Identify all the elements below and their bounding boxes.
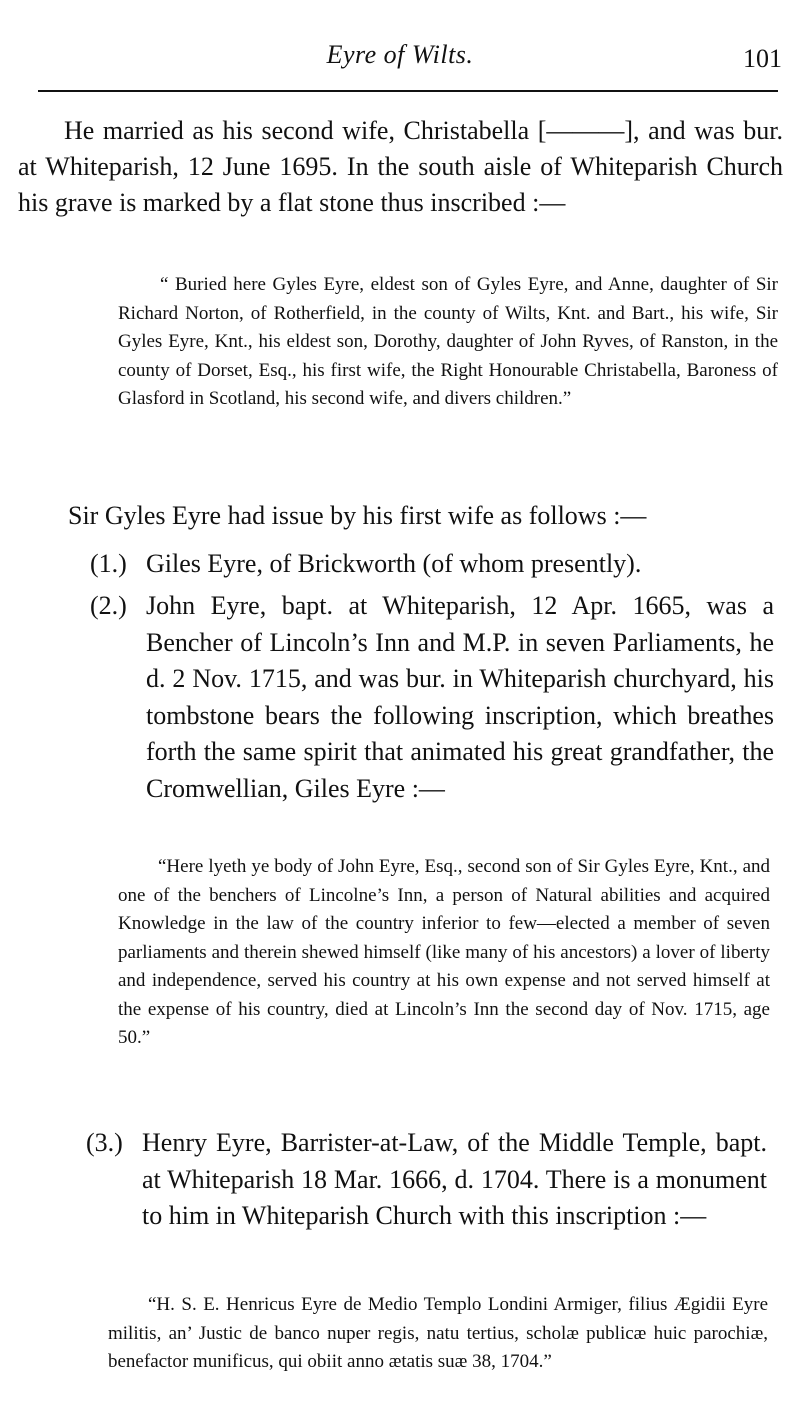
inscription-henry-eyre: “H. S. E. Henricus Eyre de Medio Templo Londini Armiger, filius Ægidii Eyre militis, an’ Justic de banco nuper regis, natu tertius, scholæ publicæ huic parochiæ, benefactor munificus, qui obiit anno ætatis suæ 38, 1704.”: [108, 1294, 768, 1372]
issue-heading: Sir Gyles Eyre had issue by his first wife as follows :—: [68, 501, 647, 530]
intro-paragraph: He married as his second wife, Christabella [———], and was bur. at Whiteparish, 12 June 1695. In the south aisle of Whiteparish Church his grave is marked by a flat stone thus inscribed :—: [18, 116, 783, 217]
issue-item-number: (3.): [86, 1128, 123, 1157]
page-number: 101: [743, 44, 782, 73]
issue-item-number: (2.): [90, 591, 127, 620]
issue-item-text: Giles Eyre, of Brickworth (of whom presently).: [146, 549, 642, 578]
running-head: [0, 38, 800, 78]
issue-item-number: (1.): [90, 549, 127, 578]
running-title: Eyre of Wilts.: [326, 40, 474, 69]
issue-item-text: Henry Eyre, Barrister-at-Law, of the Middle Temple, bapt. at Whiteparish 18 Mar. 1666, d. 1704. There is a monument to him in Whiteparish Church with this inscription :—: [142, 1128, 767, 1230]
inscription-john-eyre: “Here lyeth ye body of John Eyre, Esq., second son of Sir Gyles Eyre, Knt., and one of the benchers of Lincolne’s Inn, a person of Natural abilities and acquired Knowledge in the law of the country inferior to few—elected a member of seven parliaments and therein shewed himself (like many of his ancestors) a lover of liberty and independence, served his country at his own expense and not served himself at the expense of his country, died at Lincoln’s Inn the second day of Nov. 1715, age 50.”: [118, 856, 770, 1048]
inscription-gyles-eyre: “ Buried here Gyles Eyre, eldest son of Gyles Eyre, and Anne, daughter of Sir Richard Norton, of Rotherfield, in the county of Wilts, Knt. and Bart., his wife, Sir Gyles Eyre, Knt., his eldest son, Dorothy, daughter of John Ryves, of Ranston, in the county of Dorset, Esq., his first wife, the Right Honourable Christabella, Baroness of Glasford in Scotland, his second wife, and divers children.”: [118, 274, 778, 409]
header-rule: [38, 90, 778, 92]
issue-item-text: John Eyre, bapt. at Whiteparish, 12 Apr. 1665, was a Bencher of Lincoln’s Inn and M.P. in seven Parliaments, he d. 2 Nov. 1715, and was bur. in Whiteparish churchyard, his tombstone bears the following inscription, which breathes forth the same spirit that animated his great grandfather, the Cromwellian, Giles Eyre :—: [146, 591, 774, 803]
